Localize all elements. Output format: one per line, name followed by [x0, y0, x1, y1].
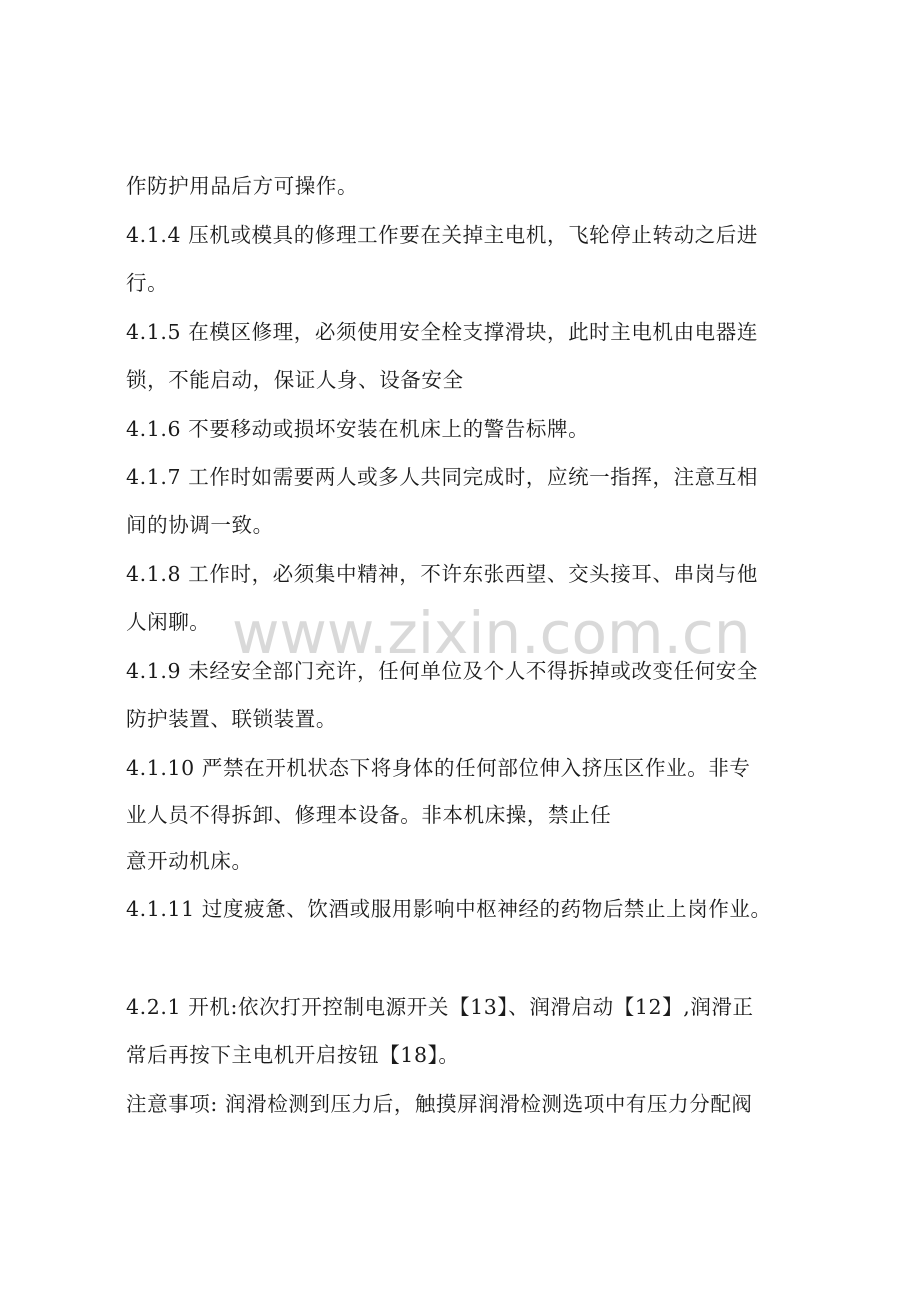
- text-line: 作防护用品后方可操作。: [126, 174, 359, 198]
- text-line: 意开动机床。: [126, 849, 253, 873]
- text-line: 4.1.11 过度疲惫、饮酒或服用影响中枢神经的药物后禁止上岗作业。: [126, 897, 772, 921]
- text-line: 4.1.7 工作时如需要两人或多人共同完成时，应统一指挥，注意互相: [126, 465, 758, 489]
- text-line: 4.1.6 不要移动或损坏安装在机床上的警告标牌。: [126, 417, 590, 441]
- text-line: 业人员不得拆卸、修理本设备。非本机床操，禁止任: [126, 803, 612, 827]
- text-line: 常后再按下主电机开启按钮【18】。: [126, 1043, 460, 1067]
- text-line: 4.1.8 工作时，必须集中精神，不许东张西望、交头接耳、串岗与他: [126, 562, 758, 586]
- text-line: 4.1.4 压机或模具的修理工作要在关掉主电机，飞轮停止转动之后进: [126, 223, 758, 247]
- watermark: www.zixin.com.cn: [232, 599, 751, 667]
- text-line: 锁，不能启动，保证人身、设备安全: [126, 368, 464, 392]
- text-line: 防护装置、联锁装置。: [126, 707, 337, 731]
- text-line: 4.2.1 开机:依次打开控制电源开关【13】、润滑启动【12】,润滑正: [126, 995, 754, 1019]
- text-line: 4.1.10 严禁在开机状态下将身体的任何部位伸入挤压区作业。非专: [126, 756, 751, 780]
- text-line: 间的协调一致。: [126, 513, 274, 537]
- text-line: 注意事项: 润滑检测到压力后，触摸屏润滑检测选项中有压力分配阀: [126, 1092, 753, 1116]
- text-line: 行。: [126, 271, 169, 295]
- text-line: 4.1.9 未经安全部门充许，任何单位及个人不得拆掉或改变任何安全: [126, 659, 758, 683]
- text-line: 4.1.5 在模区修理，必须使用安全栓支撑滑块，此时主电机由电器连: [126, 320, 758, 344]
- text-line: 人闲聊。: [126, 610, 211, 634]
